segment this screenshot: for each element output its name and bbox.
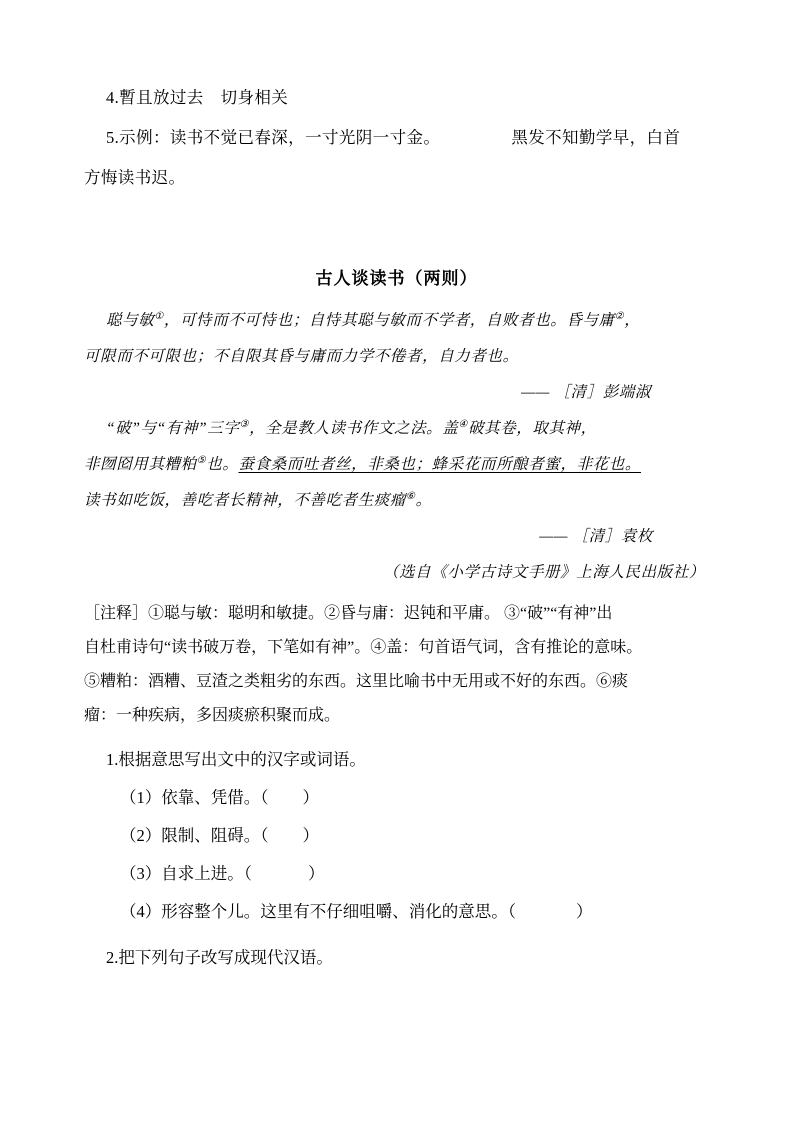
question-1-item-3	[84, 855, 709, 893]
question-1-item-3-label: （3）自求上进。（	[120, 864, 252, 883]
question-1: 1.根据意思写出文中的汉字或词语。	[106, 750, 366, 769]
question-1-item-1	[84, 779, 709, 817]
p1-seg-c: ，	[624, 312, 641, 329]
footnote-marker-1: ①	[154, 310, 164, 322]
footnote-marker-3: ③	[239, 418, 250, 430]
p1-seg-a: 聪与敏	[106, 312, 155, 329]
p2-line2-seg-b: 也。	[206, 456, 239, 473]
footnote-line-1: ［注释］①聪与敏：聪明和敏捷。②昏与庸：迟钝和平庸。 ③“破”“有神”出	[84, 605, 613, 622]
question-1-item-1-label: （1）依靠、凭借。（	[120, 788, 269, 807]
classical-paragraph-2-line2	[84, 447, 709, 483]
question-1-item-2-close: ）	[302, 826, 319, 845]
p1-seg-b: ，可恃而不可恃也；自恃其聪与敏而不学者，自败者也。昏与庸	[163, 312, 615, 329]
question-1-item-2-label: （2）限制、阻碍。（	[120, 826, 269, 845]
question-1-item-4	[84, 893, 709, 931]
question-1-item-1-close: ）	[302, 788, 319, 807]
classical-paragraph-1-wrap: 可限而不可限也；不自限其昏与庸而力学不倦者，自力者也。	[84, 348, 519, 365]
answer-item-4: 4.暫且放过去 切身相关	[106, 88, 289, 107]
question-1-item-4-close: ）	[576, 902, 593, 921]
answer-item-5	[84, 118, 709, 158]
answer-item-5-first: 5.示例：读书不觉已春深，一寸光阴一寸金。	[106, 128, 441, 147]
p2-seg-a: “破”与“有神”三字	[106, 420, 240, 437]
classical-paragraph-1	[84, 303, 709, 339]
answer-item-5-wrap: 方悔读书迟。	[84, 168, 186, 187]
footnote-line-3: ⑤糟粕：酒糟、豆渣之类粗劣的东西。这里比喻书中无用或不好的东西。⑥痰	[84, 673, 629, 690]
footnote-line-2: 自杜甫诗句“读书破万卷，下笔如有神”。④盖：句首语气词，含有推论的意味。	[84, 639, 643, 656]
question-2: 2.把下列句子改写成现代汉语。	[106, 948, 333, 967]
p2-line3-seg-a: 读书如吃饭，善吃者长精神，不善吃者生痰瘤	[84, 492, 407, 509]
source-note: （选自《小学古诗文手册》上海人民出版社）	[382, 564, 705, 581]
p2-seg-c: 破其卷，取其神，	[467, 420, 597, 437]
answer-block	[84, 78, 709, 198]
question-1-item-3-close: ）	[308, 864, 325, 883]
footnote-marker-4: ④	[458, 418, 468, 430]
questions-block	[84, 741, 709, 977]
underlined-sentence: 蚕食桑而吐者丝，非桑也；蜂采花而所酿者蜜，非花也。	[238, 456, 641, 473]
footnotes-block	[84, 597, 709, 733]
footnote-marker-2: ②	[614, 310, 625, 322]
article-title: 古人谈读书（两则）	[315, 269, 478, 288]
footnote-marker-5: ⑤	[196, 454, 207, 466]
classical-paragraph-2-line3	[84, 483, 709, 519]
footnote-marker-6: ⑥	[406, 490, 416, 502]
answer-item-5-second: 黑发不知勤学早，白首	[511, 128, 681, 147]
question-1-item-2	[84, 817, 709, 855]
p2-seg-b: ，全是教人读书作文之法。盖	[249, 420, 459, 437]
article-body	[84, 303, 709, 591]
p2-line3-seg-b: 。	[415, 492, 432, 509]
footnote-line-4: 瘤：一种疾病，多因痰瘀积聚而成。	[84, 707, 341, 724]
classical-paragraph-2	[84, 411, 709, 447]
attribution-2: —— ［清］袁枚	[539, 528, 653, 545]
p2-line2-seg-a: 非囫囵用其糟粕	[84, 456, 197, 473]
attribution-1: —— ［清］彭端淑	[521, 384, 651, 401]
question-1-item-4-label: （4）形容整个儿。这里有不仔细咀嚼、消化的意思。（	[120, 902, 516, 921]
